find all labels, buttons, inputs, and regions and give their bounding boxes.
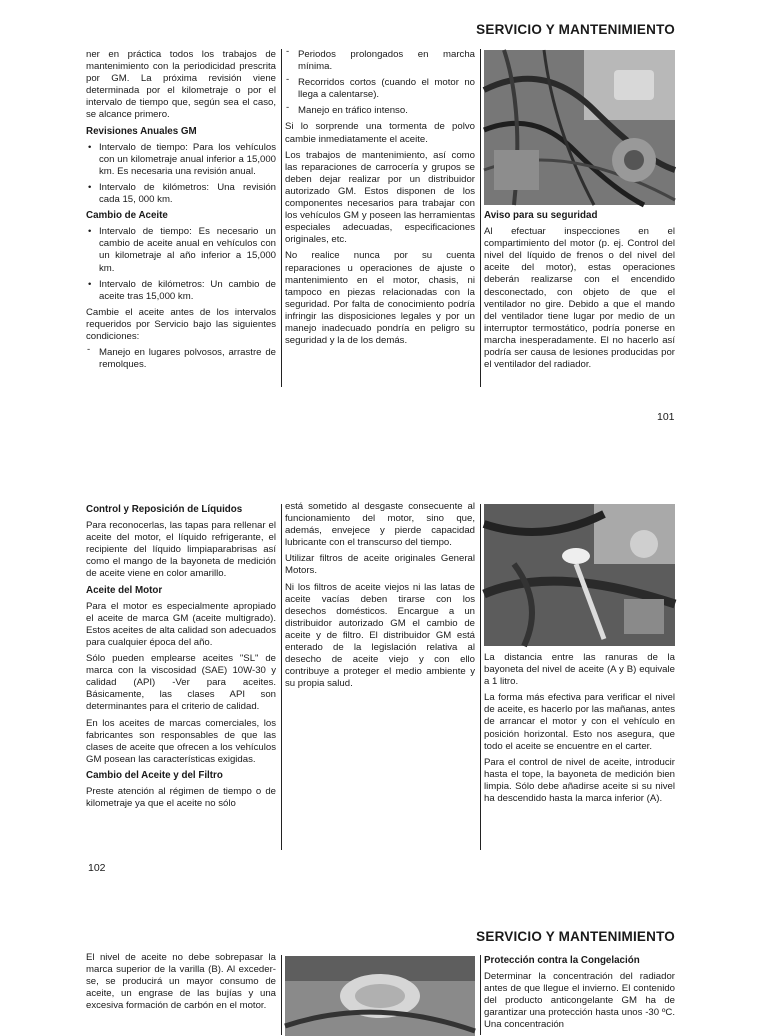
- oil-dipstick-photo: [484, 504, 675, 646]
- column-divider: [281, 955, 282, 1035]
- engine-oil-photo: [285, 956, 475, 1036]
- paragraph: La forma más efectiva para verificar el nivel de aceite, es hacerlo por las mañanas, antes de arrancar el motor y con el vehículo en posición horizontal. Esto nos asegura, que todo el aceite se encuentre en el carter.: [484, 692, 675, 752]
- paragraph: Para el motor es especialmente apropiado el aceite de marca GM (aceite multigrado). Estos aceites de alta calidad son adecuados para cualquier época del año.: [86, 600, 276, 648]
- column-3: [484, 209, 675, 389]
- heading-cambio-aceite: Cambio de Aceite: [86, 210, 168, 222]
- page-number: 101: [657, 411, 675, 423]
- photo-caption: La distancia entre las ranuras de la bayoneta del nivel de aceite (A y B) equivale a 1 litro.: [484, 652, 675, 688]
- column-1: [86, 49, 276, 394]
- list-item: - Recorridos cortos (cuando el motor no llega a calentarse).: [285, 77, 475, 101]
- intro-paragraph: ner en práctica todos los trabajos de mantenimiento con la periodicidad prescrita por GM. La próxima revisión viene determinada por el kilometraje o por el intervalo de tiempo que, según sea el caso, se alcance primero.: [86, 49, 276, 121]
- paragraph: No realice nunca por su cuenta reparaciones u operaciones de ajuste o mantenimiento en el motor, chasis, ni tampoco en piezas relacionadas con la seguridad. Por falta de conocimiento podría infringir las disposiciones legales y por un manejo inadecuado pondría en peligro su seguridad y la de los demás.: [285, 250, 475, 347]
- cambio-list: [86, 226, 276, 303]
- list-item: - Manejo en lugares polvosos, arrastre de remolques.: [86, 347, 276, 371]
- paragraph: Si lo sorprende una tormenta de polvo cambie inmediatamente el aceite.: [285, 121, 475, 145]
- column-2: [285, 501, 475, 848]
- paragraph: Los trabajos de mantenimiento, así como las reparaciones de carrocería y grupos se deben dejar realizar por un distribuidor autorizado GM. Estos disponen de los componentes necesarios para trabajar con los vehículos GM y poseen las herramientas especiales adecuadas, especificaciones originales, etc.: [285, 149, 475, 246]
- paragraph: El nivel de aceite no debe sobrepasar la marca superior de la varilla (B). Al excederse, se producirá un mayor consumo de aceite, un engrase de las bujías y una excesiva formación de carbón en el motor.: [86, 952, 276, 1012]
- heading-cambio-filtro: Cambio del Aceite y del Filtro: [86, 769, 223, 781]
- paragraph: Determinar la concentración del radiador antes de que llegue el invierno. El contenido del producto anticongelante GM ha de garantizar una protección hasta unos -30 ºC. Una concentración: [484, 971, 675, 1031]
- column-divider: [281, 49, 282, 387]
- column-2: [285, 49, 475, 394]
- page-102: [0, 500, 768, 885]
- paragraph: Para el control de nivel de aceite, introducir hasta el tope, la bayoneta de medición bien limpia. Sólo debe añadirse aceite si su nivel ha descendido hasta la marca inferior (A).: [484, 756, 675, 805]
- heading-control-liquidos: Control y Reposición de Líquidos: [86, 504, 243, 515]
- paragraph: Utilizar filtros de aceite originales General Motors.: [285, 553, 475, 577]
- page-103: [0, 900, 768, 1031]
- paragraph: Al efectuar inspecciones en el compartimiento del motor (p. ej. Control del nivel del líquido de frenos o del nivel del aceite del motor), estas operaciones deberán realizarse con el encendido desconectado, con objeto de que el ventilador no gire. Debido a que el mando del ventilador tiene lugar por medio de un interruptor termostático, podría ponerse en marcha inesperadamente. El no hacerlo así podría ser causa de lesiones producidas por el ventilador del radiador.: [484, 226, 675, 371]
- paragraph: En los aceites de marcas comerciales, los fabricantes son responsables de que las clases de aceite que ofrecen a los vehículos GM posean las características exigidas.: [86, 717, 276, 765]
- column-1: [86, 952, 276, 1032]
- page-101: [0, 0, 768, 440]
- page-number: 102: [88, 862, 106, 874]
- section-header: SERVICIO Y MANTENIMIENTO: [476, 22, 675, 37]
- section-header: SERVICIO Y MANTENIMIENTO: [476, 929, 675, 944]
- list-item: • Intervalo de kilómetros: Un cambio de aceite tras 15,000 km.: [86, 279, 276, 303]
- paragraph: Para reconocerlas, las tapas para rellenar el aceite del motor, el líquido refrigerante, el recipiente del líquido limpiaparabrisas así como el mango de la bayoneta de medición de aceite viene en color amarillo.: [86, 520, 276, 580]
- list-item: • Intervalo de tiempo: Es necesario un cambio de aceite anual en vehículos con un kilometraje al año inferior a 15,000 km.: [86, 226, 276, 274]
- paragraph: Preste atención al régimen de tiempo o de kilometraje ya que el aceite no sólo: [86, 785, 276, 810]
- heading-aviso-seguridad: Aviso para su seguridad: [484, 210, 598, 221]
- column-divider: [480, 49, 481, 387]
- column-3: [484, 652, 675, 852]
- heading-revisiones: Revisiones Anuales GM: [86, 125, 197, 137]
- heading-aceite-motor: Aceite del Motor: [86, 584, 163, 596]
- list-item: - Manejo en tráfico intenso.: [285, 105, 475, 117]
- column-divider: [480, 504, 481, 850]
- column-divider: [281, 504, 282, 850]
- heading-proteccion-congelacion: Protección contra la Congelación: [484, 955, 640, 966]
- list-item: • Intervalo de kilómetros: Una revisión cada 15, 000 km.: [86, 182, 276, 206]
- column-divider: [480, 955, 481, 1035]
- engine-compartment-photo: [484, 50, 675, 205]
- column-1: [86, 503, 276, 850]
- condiciones-list: [285, 49, 475, 117]
- column-3: [484, 954, 675, 1034]
- paragraph: Ni los filtros de aceite viejos ni las latas de aceite vacías deben tirarse con los desechos domésticos. Encargue a un distribuidor autorizado GM el cambio de aceite y de filtro. El distribuidor GM está enterado de la legislación relativa al desecho de aceite viejo y con ello contribuye a proteger el medio ambiente y su propia salud.: [285, 581, 475, 690]
- paragraph: Cambie el aceite antes de los intervalos requeridos por Servicio bajo las siguientes condiciones:: [86, 306, 276, 342]
- condiciones-list: [86, 347, 276, 371]
- list-item: - Periodos prolongados en marcha mínima.: [285, 49, 475, 73]
- list-item: • Intervalo de tiempo: Para los vehículos con un kilometraje anual inferior a 15,000 km. Es necesaria una revisión anual.: [86, 142, 276, 178]
- revisiones-list: [86, 142, 276, 206]
- paragraph: Sólo pueden emplearse aceites "SL" de marca con la viscosidad (SAE) 10W-30 y calidad (API) -Ver para aceites. Básicamente, las clases API son determinantes para el criterio de calidad.: [86, 653, 276, 713]
- paragraph: está sometido al desgaste consecuente al funcionamiento del motor, sino que, además, envejece y pierde capacidad lubricante con el transcurso del tiempo.: [285, 501, 475, 549]
